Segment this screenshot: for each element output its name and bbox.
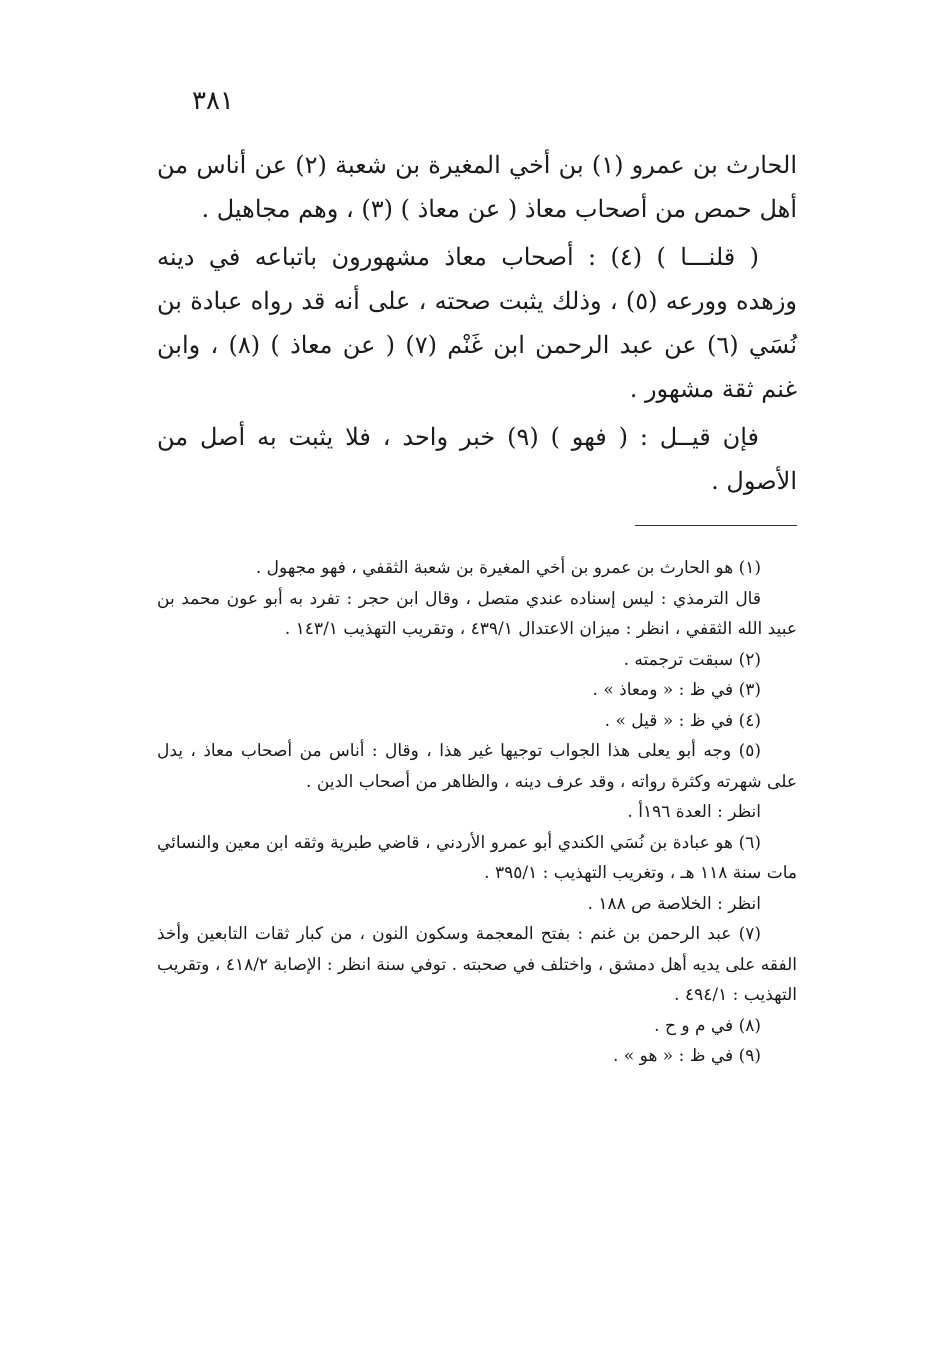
footnote-continuation: قال الترمذي : ليس إسناده عندي متصل ، وقال ابن حجر : تفرد به أبو عون محمد بن عبيد الله الثقفي ، انظر : ميزان الاعتدال ٤٣٩/١ ، وتقريب التهذيب ١٤٣/١ . [157,588,797,639]
footnote: (٧) عبد الرحمن بن غنم : بفتح المعجمة وسكون النون ، من كبار ثقات التابعين وأخذ الفقه على يديه أهل دمشق ، واختلف في صحبته . توفي سنة انظر : الإصابة ٤١٨/٢ ، وتقريب التهذيب : ٤٩٤/١ . [157,924,798,1005]
footnote: (١) هو الحارث بن عمرو بن أخي المغيرة بن شعبة الثقفي ، فهو مجهول . [255,558,761,578]
page-number: ٣٨١ [192,86,234,116]
footnote-divider [635,525,797,526]
footnote-continuation: انظر : الخلاصة ص ١٨٨ . [587,893,761,914]
footnote: (٦) هو عبادة بن نُسَي الكندي أبو عمرو الأردني ، قاضي طبرية وثقه ابن معين والنسائي مات سنة ١١٨ هـ ، وتغريب التهذيب : ٣٩٥/١ . [157,832,797,883]
footnote: (٤) في ظ : « قيل » . [604,710,761,731]
footnote: (٨) في م و ح . [654,1015,761,1036]
footnote: (٣) في ظ : « ومعاذ » . [592,680,761,700]
footnotes [157,553,797,1072]
body-paragraph: الحارث بن عمرو (١) بن أخي المغيرة بن شعبة (٢) عن أناس من أهل حمص من أصحاب معاذ ( عن معاذ ) (٣) ، وهم مجاهيل . [157,151,797,223]
footnote: (٥) وجه أبو يعلى هذا الجواب توجيها غير هذا ، وقال : أناس من أصحاب معاذ ، يدل على شهرته وكثرة رواته ، وقد عرف دينه ، والظاهر من أصحاب الدين . [157,741,797,792]
footnote: (٢) سبقت ترجمته . [623,649,761,670]
body-paragraph: ( قلنـــا ) (٤) : أصحاب معاذ مشهورون باتباعه في دينه وزهده وورعه (٥) ، وذلك يثبت صحته ، على أنه قد رواه عبادة بن نُسَي (٦) عن عبد الرحمن ابن غَنْم (٧) ( عن معاذ ) (٨) ، وابن غنم ثقة مشهور . [157,243,797,403]
body-paragraph: فإن قيــل : ( فهو ) (٩) خبر واحد ، فلا يثبت به أصل من الأصول . [157,423,797,495]
footnote-continuation: انظر : العدة ١٩٦أ . [627,802,761,822]
footnote: (٩) في ظ : « هو » . [613,1046,761,1066]
main-text [157,143,797,503]
